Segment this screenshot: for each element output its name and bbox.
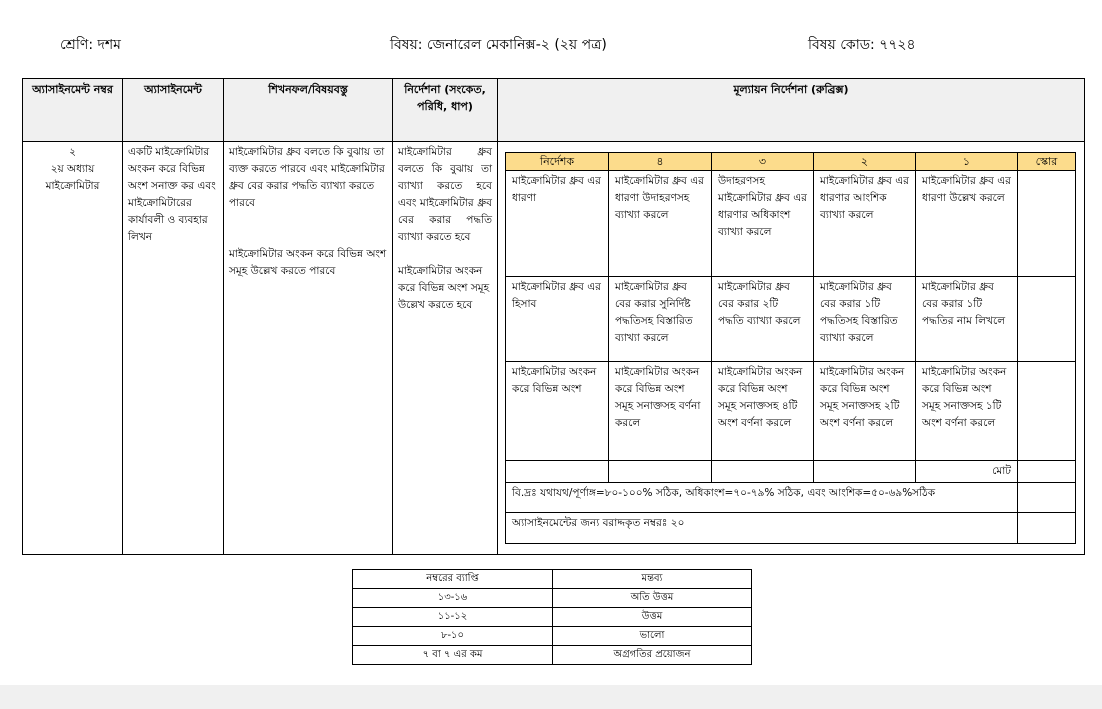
outcomes-cell (224, 142, 393, 555)
col-header: নির্দেশনা (সংকেত, পরিধি, ধাপ) (393, 79, 498, 142)
total-label: মোট (916, 461, 1018, 483)
grade-header-row (353, 570, 752, 589)
rubric-header-row (506, 153, 1076, 171)
rubric-cell: মাইক্রোমিটার অংকন করে বিভিন্ন অংশ সমূহ সনাক্তসহ ১টি অংশ বর্ণনা করলে (916, 362, 1018, 461)
empty-cell (506, 461, 609, 483)
grade-range: ৭ বা ৭ এর কম (353, 646, 553, 665)
rubric-cell: মাইক্রোমিটার অংকন করে বিভিন্ন অংশ সমূহ সনাক্তসহ বর্ণনা করলে (609, 362, 712, 461)
grade-range-table (352, 569, 752, 665)
col-header: অ্যাসাইনমেন্ট (123, 79, 224, 142)
empty-cell (1018, 513, 1076, 544)
rubric-table (505, 152, 1076, 544)
rubric-cell: মাইক্রোমিটার ধ্রুব বের করার সুনির্দিষ্ট পদ্ধতিসহ বিস্তারিত ব্যাখ্যা করলে (609, 277, 712, 362)
subject-label: বিষয়: জেনারেল মেকানিক্স-২ (২য় পত্র) (390, 37, 607, 53)
rubric-cell: উদাহরণসহ মাইক্রোমিটার ধ্রুব এর ধারণার অধিকাংশ ব্যাখ্যা করলে (712, 171, 814, 277)
class-label: শ্রেণি: দশম (60, 37, 121, 53)
allotted-row (506, 513, 1076, 544)
allotted-marks-text: অ্যাসাইনমেন্টের জন্য বরাদ্দকৃত নম্বরঃ ২০ (506, 513, 1018, 544)
grade-remark: উত্তম (553, 608, 752, 627)
grade-remark: অগ্রগতির প্রয়োজন (553, 646, 752, 665)
rubric-cell: মাইক্রোমিটার ধ্রুব এর ধারণা উল্লেখ করলে (916, 171, 1018, 277)
grade-range: ১৩-১৬ (353, 589, 553, 608)
rubric-header: ২ (814, 153, 916, 171)
rubric-header: ৪ (609, 153, 712, 171)
rubric-header: ১ (916, 153, 1018, 171)
rubric-row (506, 277, 1076, 362)
rubric-cell: মাইক্রোমিটার ধ্রুব এর ধারণা উদাহরণসহ ব্যাখ্যা করলে (609, 171, 712, 277)
instruction: মাইক্রোমিটার ধ্রুব বলতে কি বুঝায় তা ব্যাখ্যা করতে হবে এবং মাইক্রোমিটার ধ্রুব বের করার পদ্ধতি ব্যাখ্যা করতে হবে (398, 146, 492, 243)
note-row (506, 483, 1076, 513)
col-header: মূল্যায়ন নির্দেশনা (রুব্রিক্স) (498, 79, 1085, 142)
assignment-number-cell (23, 142, 123, 555)
score-cell[interactable] (1018, 171, 1076, 277)
rubric-cell: মাইক্রোমিটার ধ্রুব বের করার ১টি পদ্ধতিসহ বিস্তারিত ব্যাখ্যা করলে (814, 277, 916, 362)
rubric-row (506, 362, 1076, 461)
grade-row (353, 589, 752, 608)
rubric-cell: মাইক্রোমিটার ধ্রুব এর ধারণা (506, 171, 609, 277)
instructions-cell (393, 142, 498, 555)
rubric-header: নির্দেশক (506, 153, 609, 171)
rubric-header: ৩ (712, 153, 814, 171)
rubric-row (506, 171, 1076, 277)
rubric-cell: মাইক্রোমিটার অংকন করে বিভিন্ন অংশ সমূহ সনাক্তসহ ২টি অংশ বর্ণনা করলে (814, 362, 916, 461)
grade-remark: ভালো (553, 627, 752, 646)
grade-remark: অতি উত্তম (553, 589, 752, 608)
grade-row (353, 608, 752, 627)
empty-cell (814, 461, 916, 483)
empty-cell (712, 461, 814, 483)
outcome: মাইক্রোমিটার ধ্রুব বলতে কি বুঝায় তা ব্যক্ত করতে পারবে এবং মাইক্রোমিটার ধ্রুব বের করার পদ্ধতি ব্যাখ্যা করতে পারবে (229, 146, 385, 209)
score-cell[interactable] (1018, 277, 1076, 362)
col-header: শিখনফল/বিষয়বস্তু (224, 79, 393, 142)
col-header: অ্যাসাইনমেন্ট নম্বর (23, 79, 123, 142)
instruction: মাইক্রোমিটার অংকন করে বিভিন্ন অংশ সমূহ উল্লেখ করতে হবে (398, 265, 490, 311)
header-row (23, 79, 1085, 142)
rubric-cell: মাইক্রোমিটার ধ্রুব বের করার ২টি পদ্ধতি ব্যাখ্যা করলে (712, 277, 814, 362)
score-cell[interactable] (1018, 362, 1076, 461)
assignment-cell: একটি মাইক্রোমিটার অংকন করে বিভিন্ন অংশ সনাক্ত কর এবং মাইক্রোমিটারের কার্যাবলী ও ব্যবহার লিখন (123, 142, 224, 555)
outcome: মাইক্রোমিটার অংকন করে বিভিন্ন অংশ সমূহ উল্লেখ করতে পারবে (229, 248, 387, 277)
page-footer-strip (0, 685, 1102, 709)
note-text: বি.দ্রঃ যথাযথ/পূর্ণাঙ্গ=৮০-১০০% সঠিক, অধিকাংশ=৭০-৭৯% সঠিক, এবং আংশিক=৫০-৬৯%সঠিক (506, 483, 1018, 513)
rubric-cell: মাইক্রোমিটার ধ্রুব এর ধারণার আংশিক ব্যাখ্যা করলে (814, 171, 916, 277)
grade-range: ৮-১০ (353, 627, 553, 646)
subject-code-label: বিষয় কোড: ৭৭২৪ (808, 37, 916, 53)
rubric-cell: মাইক্রোমিটার অংকন করে বিভিন্ন অংশ (506, 362, 609, 461)
chapter-title: মাইক্রোমিটার (45, 180, 100, 192)
total-score-cell[interactable] (1018, 461, 1076, 483)
grade-row (353, 646, 752, 665)
grade-range: ১১-১২ (353, 608, 553, 627)
empty-cell (1018, 483, 1076, 513)
total-row (506, 461, 1076, 483)
grade-row (353, 627, 752, 646)
rubric-cell: মাইক্রোমিটার ধ্রুব এর হিসাব (506, 277, 609, 362)
grade-header: নম্বরের ব্যাপ্তি (353, 570, 553, 589)
rubric-header: স্কোর (1018, 153, 1076, 171)
chapter: ২য় অধ্যায় (50, 163, 95, 175)
grade-header: মন্তব্য (553, 570, 752, 589)
assignment-number: ২ (69, 146, 76, 158)
rubric-cell: মাইক্রোমিটার ধ্রুব বের করার ১টি পদ্ধতির নাম লিখলে (916, 277, 1018, 362)
rubric-cell: মাইক্রোমিটার অংকন করে বিভিন্ন অংশ সমূহ সনাক্তসহ ৪টি অংশ বর্ণনা করলে (712, 362, 814, 461)
empty-cell (609, 461, 712, 483)
